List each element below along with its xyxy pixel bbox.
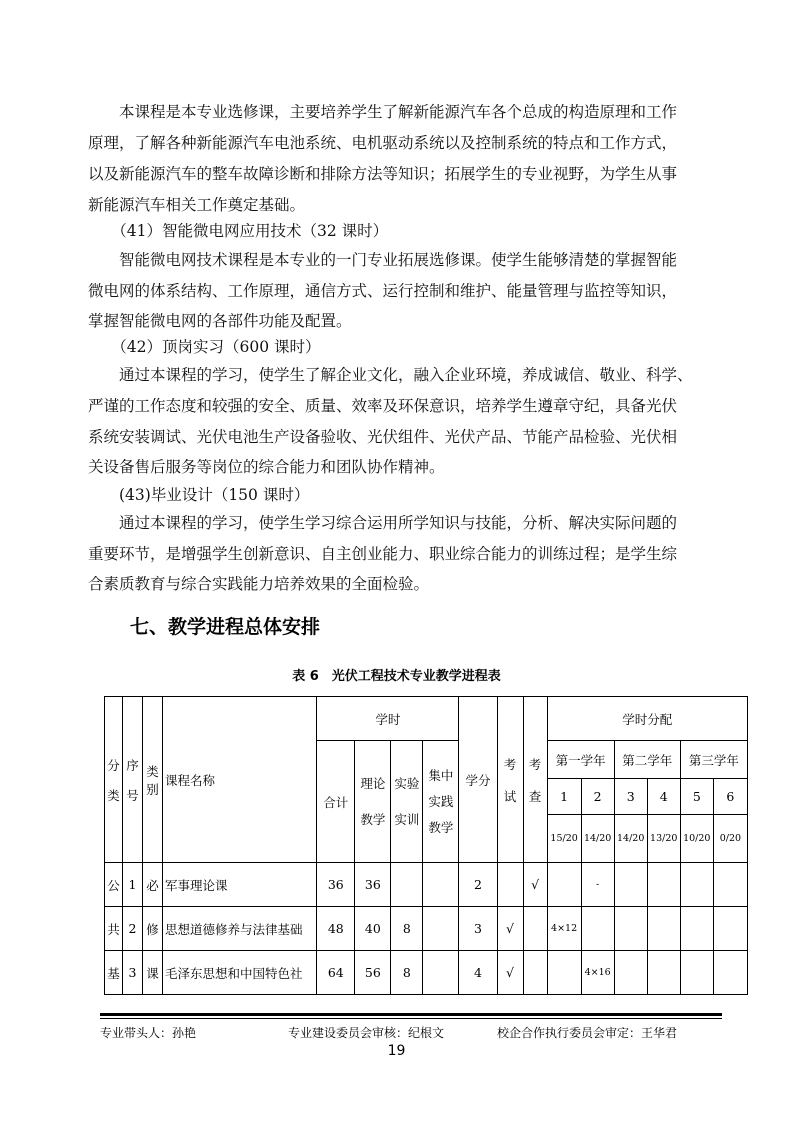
header-weeks-1: 15/20 <box>547 815 581 863</box>
header-year-1: 第一学年 <box>547 741 614 779</box>
header-weeks-2: 14/20 <box>581 815 614 863</box>
cell-total: 64 <box>317 951 355 995</box>
body-line: 以及新能源汽车的整车故障诊断和排除方法等知识；拓展学生的专业视野，为学生从事 <box>88 165 678 183</box>
cell-total: 36 <box>317 863 355 907</box>
teaching-schedule-table <box>104 696 748 995</box>
body-line: 掌握智能微电网的各部件功能及配置。 <box>88 312 352 330</box>
cell-type: 修 <box>143 907 163 951</box>
cell-exam <box>497 863 523 907</box>
page-number: 19 <box>387 1043 406 1059</box>
cell-lab <box>391 863 423 907</box>
cell-semester-3 <box>614 951 647 995</box>
cell-serial: 1 <box>123 863 143 907</box>
header-semester-4: 4 <box>647 779 680 815</box>
body-line: 系统安装调试、光伏电池生产设备验收、光伏组件、光伏产品、节能产品检验、光伏相 <box>88 428 678 446</box>
cell-semester-1: 4×12 <box>547 907 581 951</box>
cell-semester-2: 4×16 <box>581 951 614 995</box>
table-row <box>105 907 748 951</box>
header-weeks-5: 10/20 <box>680 815 713 863</box>
table-row <box>105 951 748 995</box>
header-hours: 学时 <box>317 697 459 741</box>
cell-category: 基 <box>105 951 123 995</box>
subsection-title: （42）顶岗实习（600 课时） <box>88 338 321 356</box>
header-weeks-4: 13/20 <box>647 815 680 863</box>
body-line: 智能微电网技术课程是本专业的一门专业拓展选修课。使学生能够清楚的掌握智能 <box>88 251 678 269</box>
cell-credit: 3 <box>459 907 497 951</box>
header-semester-5: 5 <box>680 779 713 815</box>
header-semester-2: 2 <box>581 779 614 815</box>
header-serial: 序 号 <box>123 697 143 863</box>
cell-semester-4 <box>647 863 680 907</box>
cell-theory: 36 <box>355 863 391 907</box>
cell-semester-6 <box>713 951 747 995</box>
cell-type: 必 <box>143 863 163 907</box>
body-line: 严谨的工作态度和较强的安全、质量、效率及环保意识，培养学生遵章守纪，具备光伏 <box>88 397 678 415</box>
header-lab: 实验 实训 <box>391 741 423 863</box>
cell-exam: √ <box>497 907 523 951</box>
cell-exam: √ <box>497 951 523 995</box>
cell-course-name: 毛泽东思想和中国特色社 <box>163 951 317 995</box>
cell-total: 48 <box>317 907 355 951</box>
body-line: 新能源汽车相关工作奠定基础。 <box>88 196 306 214</box>
cell-lab: 8 <box>391 907 423 951</box>
cell-semester-4 <box>647 951 680 995</box>
header-semester-1: 1 <box>547 779 581 815</box>
cell-semester-6 <box>713 863 747 907</box>
body-line: 重要环节，是增强学生创新意识、自主创业能力、职业综合能力的训练过程；是学生综 <box>88 545 678 563</box>
header-semester-3: 3 <box>614 779 647 815</box>
cell-category: 共 <box>105 907 123 951</box>
body-line: 关设备售后服务等岗位的综合能力和团队协作精神。 <box>88 458 445 476</box>
cell-category: 公 <box>105 863 123 907</box>
header-type: 类 别 <box>143 697 163 863</box>
cell-check: √ <box>523 863 547 907</box>
cell-semester-3 <box>614 907 647 951</box>
cell-credit: 2 <box>459 863 497 907</box>
header-category: 分 类 <box>105 697 123 863</box>
header-theory: 理论 教学 <box>355 741 391 863</box>
footer-school-approval: 校企合作执行委员会审定：王华君 <box>497 1026 678 1040</box>
cell-semester-2 <box>581 907 614 951</box>
footer-divider-thick <box>100 1013 722 1016</box>
header-year-3: 第三学年 <box>680 741 747 779</box>
subsection-title: （41）智能微电网应用技术（32 课时） <box>88 222 389 240</box>
cell-practice <box>423 907 459 951</box>
cell-practice <box>423 951 459 995</box>
header-exam: 考 试 <box>497 697 523 863</box>
header-weeks-6: 0/20 <box>713 815 747 863</box>
footer-program-lead: 专业带头人：孙艳 <box>100 1026 197 1040</box>
cell-semester-4 <box>647 907 680 951</box>
header-total: 合计 <box>317 741 355 863</box>
body-line: 原理，了解各种新能源汽车电池系统、电机驱动系统以及控制系统的特点和工作方式， <box>88 134 678 152</box>
cell-check <box>523 951 547 995</box>
cell-semester-3 <box>614 863 647 907</box>
cell-semester-1 <box>547 863 581 907</box>
cell-semester-5 <box>680 907 713 951</box>
table-caption: 表 6 光伏工程技术专业教学进程表 <box>292 669 501 684</box>
header-check: 考 查 <box>523 697 547 863</box>
subsection-title: (43)毕业设计（150 课时） <box>88 486 310 504</box>
body-line: 本课程是本专业选修课，主要培养学生了解新能源汽车各个总成的构造原理和工作 <box>88 103 678 121</box>
footer-divider-thin <box>100 1018 722 1019</box>
cell-semester-2: - <box>581 863 614 907</box>
footer-committee-review: 专业建设委员会审核：纪根文 <box>288 1026 445 1040</box>
header-credit: 学分 <box>459 697 497 863</box>
header-weeks-3: 14/20 <box>614 815 647 863</box>
body-line: 合素质教育与综合实践能力培养效果的全面检验。 <box>88 575 430 593</box>
cell-serial: 3 <box>123 951 143 995</box>
body-line: 通过本课程的学习，使学生了解企业文化，融入企业环境，养成诚信、敬业、科学、 <box>88 366 693 384</box>
cell-theory: 56 <box>355 951 391 995</box>
table-row <box>105 863 748 907</box>
cell-lab: 8 <box>391 951 423 995</box>
header-practice: 集中 实践 教学 <box>423 741 459 863</box>
body-line: 通过本课程的学习，使学生学习综合运用所学知识与技能，分析、解决实际问题的 <box>88 514 678 532</box>
cell-credit: 4 <box>459 951 497 995</box>
body-line: 微电网的体系结构、工作原理，通信方式、运行控制和维护、能量管理与监控等知识， <box>88 282 678 300</box>
header-course-name: 课程名称 <box>163 697 317 863</box>
cell-semester-5 <box>680 863 713 907</box>
header-semester-6: 6 <box>713 779 747 815</box>
cell-semester-6 <box>713 907 747 951</box>
header-hour-distribution: 学时分配 <box>547 697 747 741</box>
cell-serial: 2 <box>123 907 143 951</box>
cell-check <box>523 907 547 951</box>
cell-type: 课 <box>143 951 163 995</box>
cell-theory: 40 <box>355 907 391 951</box>
cell-practice <box>423 863 459 907</box>
cell-course-name: 思想道德修养与法律基础 <box>163 907 317 951</box>
section-heading: 七、教学进程总体安排 <box>130 616 321 638</box>
cell-course-name: 军事理论课 <box>163 863 317 907</box>
cell-semester-1 <box>547 951 581 995</box>
cell-semester-5 <box>680 951 713 995</box>
header-year-2: 第二学年 <box>614 741 680 779</box>
